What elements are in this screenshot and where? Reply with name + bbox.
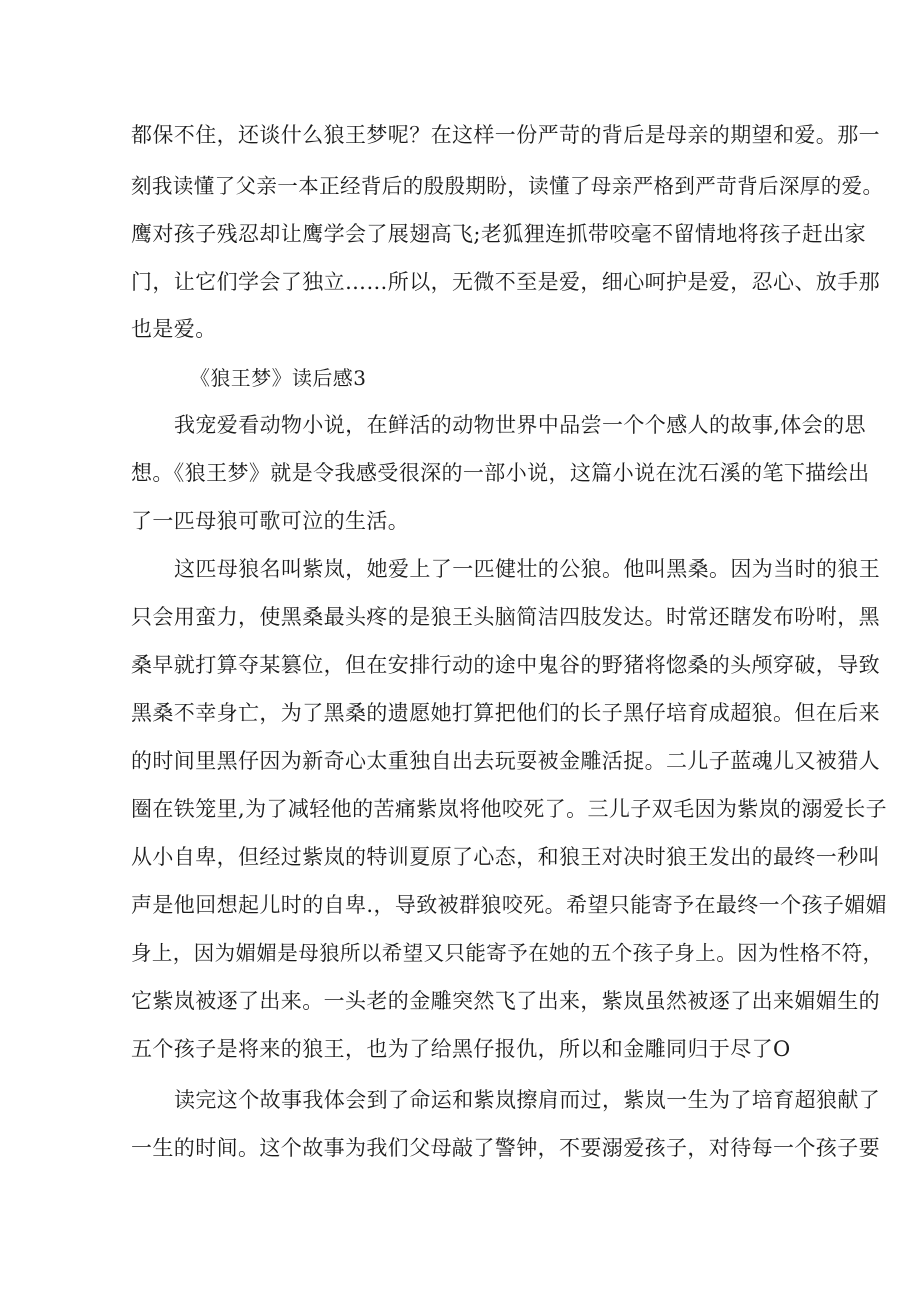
paragraph-line: 也是爱。 [131,317,217,341]
paragraph-line: 门，让它们学会了独立……所以，无微不至是爱，细心呵护是爱，忍心、放手那 [131,270,880,294]
paragraph-line: 想。《狼王梦》就是令我感受很深的一部小说，这篇小说在沈石溪的笔下描绘出 [131,461,870,485]
section-title: 《狼王梦》读后感3 [190,366,367,390]
paragraph-line: 只会用蛮力，使黑桑最头疼的是狼王头脑简洁四肢发达。时常还瞎发布吩咐，黑 [131,605,880,629]
paragraph-line: 圈在铁笼里,为了减轻他的苦痛紫岚将他咬死了。三儿子双毛因为紫岚的溺爱长子 [131,797,888,821]
paragraph-line: 这匹母狼名叫紫岚，她爱上了一匹健壮的公狼。他叫黑桑。因为当时的狼王 [174,557,881,581]
paragraph-line: 我宠爱看动物小说，在鲜活的动物世界中品尝一个个感人的故事,体会的思 [174,413,866,437]
paragraph-line: 黑桑不幸身亡，为了黑桑的遗愿她打算把他们的长子黑仔培育成超狼。但在后来 [131,701,880,725]
paragraph-line: 五个孩子是将来的狼王，也为了给黑仔报仇，所以和金雕同归于尽了O [131,1037,791,1061]
paragraph-line: 声是他回想起儿时的自卑.，导致被群狼咬死。希望只能寄予在最终一个孩子媚媚 [131,893,888,917]
paragraph-line: 了一匹母狼可歌可泣的生活。 [131,509,410,533]
paragraph-line: 刻我读懂了父亲一本正经背后的殷殷期盼，读懂了母亲严格到严苛背后深厚的爱。 [131,174,884,198]
paragraph-line: 一生的时间。这个故事为我们父母敲了警钟，不要溺爱孩子，对待每一个孩子要 [131,1136,880,1160]
paragraph-line: 它紫岚被逐了出来。一头老的金雕突然飞了出来，紫岚虽然被逐了出来媚媚生的 [131,989,880,1013]
paragraph-line: 桑早就打算夺某篡位，但在安排行动的途中鬼谷的野猪将惚桑的头颅穿破，导致 [131,653,880,677]
paragraph-line: 读完这个故事我体会到了命运和紫岚擦肩而过，紫岚一生为了培育超狼献了 [174,1088,881,1112]
paragraph-line: 的时间里黑仔因为新奇心太重独自出去玩耍被金雕活捉。二儿子蓝魂儿又被猎人 [131,749,880,773]
paragraph-line: 鹰对孩子残忍却让鹰学会了展翅高飞;老狐狸连抓带咬毫不留情地将孩子赶出家 [131,222,867,246]
paragraph-line: 从小自卑，但经过紫岚的特训夏原了心态，和狼王对决时狼王发出的最终一秒叫 [131,845,880,869]
paragraph-line: 身上，因为媚媚是母狼所以希望又只能寄予在她的五个孩子身上。因为性格不符， [131,941,884,965]
paragraph-line: 都保不住，还谈什么狼王梦呢？在这样一份严苛的背后是母亲的期望和爱。那一 [131,123,880,147]
